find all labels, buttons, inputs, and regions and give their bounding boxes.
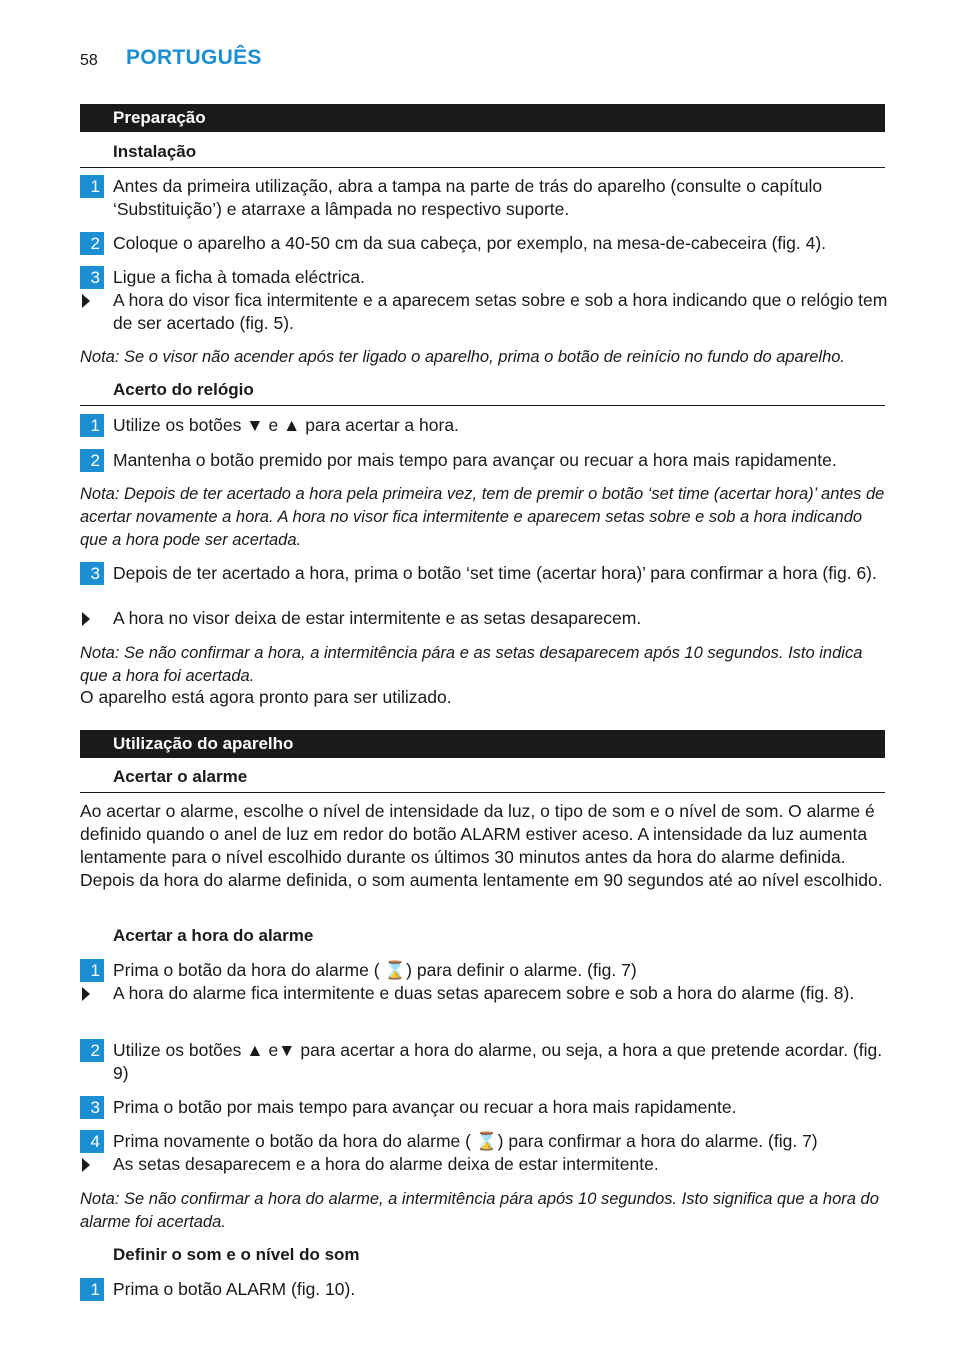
- note: Nota: Se o visor não acender após ter ligado o aparelho, prima o botão de reinício no fundo do aparelho.: [80, 348, 846, 366]
- note: Nota: Se não confirmar a hora do alarme, a intermitência pára após 10 segundos. Isto significa que a hora do alarme foi acertada.: [80, 1190, 879, 1231]
- step-text: Antes da primeira utilização, abra a tampa na parte de trás do aparelho (consulte o capítulo ‘Substituição’) e atarraxe a lâmpada no respectivo suporte.: [113, 176, 823, 219]
- step-number: 3: [80, 1096, 104, 1119]
- subhead-title: Acertar o alarme: [113, 767, 248, 786]
- step-text: Mantenha o botão premido por mais tempo para avançar ou recuar a hora mais rapidamente.: [113, 450, 837, 470]
- section-title: Preparação: [113, 108, 206, 127]
- section-title: Utilização do aparelho: [113, 734, 294, 753]
- subhead-acertar-hora-alarme: [80, 923, 885, 951]
- step-number: 2: [80, 449, 104, 472]
- result-bullet-icon: [82, 294, 90, 308]
- section-bar-utilizacao: [80, 730, 885, 758]
- page-number: 58: [80, 52, 98, 69]
- step-text: Prima novamente o botão da hora do alarme ( ⌛) para confirmar a hora do alarme. (fig. 7): [113, 1131, 818, 1151]
- alarm-intro-paragraph: Ao acertar o alarme, escolhe o nível de intensidade da luz, o tipo de som e o nível de som. O alarme é definido quando o anel de luz em redor do botão ALARM estiver aceso. A intensidade da luz aumenta lentamente para o nível escolhido durante os últimos 30 minutos antes da hora do alarme definida. Depois da hora do alarme definida, o som aumenta lentamente em 90 segundos até ao nível escolhido.: [80, 801, 883, 890]
- step-number: 2: [80, 1039, 104, 1062]
- subhead-title: Acertar a hora do alarme: [113, 926, 314, 945]
- step-text: Utilize os botões ▲ e▼ para acertar a hora do alarme, ou seja, a hora a que pretende acordar. (fig. 9): [113, 1040, 883, 1083]
- subhead-acerto-relogio: [80, 377, 885, 406]
- step-number: 1: [80, 1278, 104, 1301]
- step-number: 1: [80, 414, 104, 437]
- step-number: 3: [80, 562, 104, 585]
- step-number: 2: [80, 232, 104, 255]
- note: Nota: Depois de ter acertado a hora pela primeira vez, tem de premir o botão ‘set time (acertar hora)’ antes de acertar novamente a hora. A hora no visor fica intermitente e aparecem setas sobre e sob a hora indicando que a hora pode ser acertada.: [80, 485, 885, 549]
- subhead-title: Definir o som e o nível do som: [113, 1245, 360, 1264]
- step-number: 4: [80, 1130, 104, 1153]
- step-text: Coloque o aparelho a 40-50 cm da sua cabeça, por exemplo, na mesa-de-cabeceira (fig. 4).: [113, 233, 827, 253]
- result-bullet-icon: [82, 1158, 90, 1172]
- step-text: Prima o botão por mais tempo para avançar ou recuar a hora mais rapidamente.: [113, 1097, 737, 1117]
- subhead-definir-som: [80, 1242, 885, 1270]
- section-bar-preparacao: [80, 104, 885, 132]
- language-title: PORTUGUÊS: [126, 46, 262, 69]
- step-text: Depois de ter acertado a hora, prima o botão ‘set time (acertar hora)’ para confirmar a hora (fig. 6).: [113, 563, 877, 583]
- step-text: Utilize os botões ▼ e ▲ para acertar a hora.: [113, 415, 459, 435]
- result-text: As setas desaparecem e a hora do alarme deixa de estar intermitente.: [113, 1154, 659, 1174]
- subhead-instalacao: [80, 139, 885, 168]
- ready-text: O aparelho está agora pronto para ser utilizado.: [80, 687, 452, 707]
- result-text: A hora do visor fica intermitente e a aparecem setas sobre e sob a hora indicando que o relógio tem de ser acertado (fig. 5).: [113, 290, 888, 333]
- step-text: Prima o botão ALARM (fig. 10).: [113, 1279, 356, 1299]
- result-bullet-icon: [82, 987, 90, 1001]
- step-number: 1: [80, 959, 104, 982]
- step-text: Prima o botão da hora do alarme ( ⌛) para definir o alarme. (fig. 7): [113, 960, 637, 980]
- result-text: A hora do alarme fica intermitente e duas setas aparecem sobre e sob a hora do alarme (fig. 8).: [113, 983, 855, 1003]
- subhead-title: Acerto do relógio: [113, 380, 254, 399]
- step-text: Ligue a ficha à tomada eléctrica.: [113, 267, 365, 287]
- step-number: 1: [80, 175, 104, 198]
- result-text: A hora no visor deixa de estar intermitente e as setas desaparecem.: [113, 608, 642, 628]
- note: Nota: Se não confirmar a hora, a intermitência pára e as setas desaparecem após 10 segundos. Isto indica que a hora foi acertada.: [80, 644, 863, 685]
- result-bullet-icon: [82, 612, 90, 626]
- subhead-acertar-alarme: [80, 764, 885, 793]
- step-number: 3: [80, 266, 104, 289]
- subhead-title: Instalação: [113, 142, 197, 161]
